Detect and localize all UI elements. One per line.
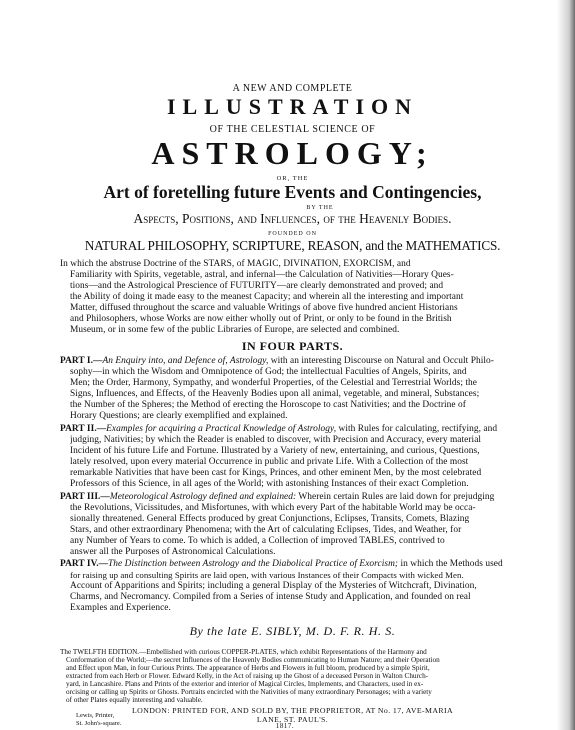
imprint-line-2: LANE, ST. PAUL'S. [256,715,329,724]
part-4-title: The Distinction between Astrology and the Diabolical Practice of Exorcism; [108,559,399,569]
edition-note-line: Conformation of the World;—the secret Influences of the Heavenly Bodies communicating to Human Nature; and their Operation [66,656,440,664]
description-line: Museum, or in some few of the public Libraries of Europe, are selected and combined. [70,325,400,335]
edition-note-line: The TWELFTH EDITION.—Embellished with curious COPPER-PLATES, which exhibit Representations of the Harmony and [60,648,427,656]
part-4-label: PART IV.— [60,559,109,569]
edition-note-line: extracted from each Herb or Flower. Edward Kelly, in the Act of raising up the Ghost of a deceased Person in Walton Church- [66,672,429,680]
part-3-line: Stars, and other extraordinary Phenomena; with the Art of calculating Eclipses, Tides, and Weather, for [70,525,462,535]
part-2-title: Examples for acquiring a Practical Knowledge of Astrology, [106,424,337,434]
part-4-line: Account of Apparitions and Spirits; including a general Display of the Mysteries of Witchcraft, Divination, [70,581,477,591]
part-2-label: PART II.— [60,424,107,434]
description-line: Matter, diffused throughout the scarce and valuable Writings of above five hundred ancient Historians [70,303,458,313]
title-founded-on: FOUNDED ON [268,231,317,237]
four-parts-heading: IN FOUR PARTS. [241,339,344,353]
part-1-title: An Enquiry into, and Defence of, Astrology, [102,356,269,366]
title-illustration: ILLUSTRATION [166,94,419,119]
part-2-line-1 [60,424,548,434]
title-astrology: ASTROLOGY; [151,135,434,171]
part-3-line: sionally threatened. General Effects produced by great Conjunctions, Eclipses, Transits, Comets, Blazing [70,514,470,524]
printer-line-1: Lewis, Printer, [76,712,115,719]
printer-imprint [76,712,114,720]
part-1-line-1 [60,356,548,366]
part-1-line: sophy—in which the Wisdom and Omnipotence of God; the intellectual Faculties of Angels, Spirits, and [70,367,467,377]
edition-note-line: of other Plates equally interesting and valuable. [66,696,203,704]
description-line: tions—and the Astrological Prescience of FUTURITY—are clearly demonstrated and proved; and [70,281,444,291]
part-2-text: with Rules for calculating, rectifying, and [336,424,498,434]
part-1-line: Horary Questions; are clearly exemplified and explained. [70,411,288,421]
page-edge-shadow [557,0,575,730]
edition-note-line: orcising or calling up Spirits or Ghosts. Portraits encircled with the Nativities of many extraordinary Personages; with a variety [66,688,432,696]
part-1-label: PART I.— [60,356,103,366]
description-line: In which the abstruse Doctrine of the STARS, of MAGIC, DIVINATION, EXORCISM, and [60,259,411,269]
part-2-line: Professors of this Science, in all ages of the World; with astonishing Instances of their exact Completion. [70,479,469,489]
part-1-line: Signs, Influences, and Effects, of the Heavenly Bodies upon all animal, vegetable, and mineral, Substances; [70,389,480,399]
title-line-new-and-complete: A NEW AND COMPLETE [232,83,353,94]
part-4-line: Charms, and Necromancy. Compiled from a Series of intense Study and Application, and founded on real [70,592,471,602]
part-4-line: for raising up and consulting Spirits are laid open, with various Instances of their Compacts with wicked Men. [70,570,464,580]
part-3-line: answer all the Purposes of Astronomical Calculations. [70,547,276,557]
imprint-line-1: LONDON: PRINTED FOR, AND SOLD BY, THE PROPRIETOR, AT No. 17, AVE-MARIA [132,706,453,715]
part-2-line: Incident of his future Life and Fortune. Illustrated by a Variety of new, entertaining, and curious, Questions, [70,446,480,456]
title-natural-philosophy: NATURAL PHILOSOPHY, SCRIPTURE, REASON, and the MATHEMATICS. [84,238,501,253]
title-by-the: BY THE [306,205,334,211]
part-1-line: the Number of the Spheres; the Method of erecting the Horoscope to cast Nativities; and the Doctrine of [70,400,466,410]
part-1-line: Men; the Order, Harmony, Sympathy, and wonderful Properties, of the Celestial and Terrestrial Worlds; the [70,378,478,388]
part-4-line: Examples and Experience. [70,603,171,613]
description-line: Familiarity with Spirits, vegetable, astral, and infernal—the Calculation of Nativities—Horary Ques- [70,270,454,280]
part-4-line-1 [60,559,548,569]
description-line: and Philosophers, whose Works are now either wholly out of Print, or only to be found in the British [70,314,452,324]
part-2-line: judging, Nativities; by which the Reader is enabled to discover, with Precision and Accuracy, every material [70,435,482,445]
printer-imprint-2 [76,720,121,728]
part-3-line-1 [60,492,548,502]
publication-year: 1817. [275,722,295,730]
title-aspects-positions: Aspects, Positions, and Influences, of the Heavenly Bodies. [133,211,452,226]
author-line: By the late E. SIBLY, M. D. F. R. H. S. [189,624,396,638]
printer-line-2: St. John's-square. [76,720,122,727]
part-4-text: in which the Methods used [398,559,503,569]
edition-note-line: and Effect upon Man, in four Curious Prints. The appearance of Herbs and Flowers in full bloom, produced by a simple Spirit, [66,664,430,672]
part-2-line: lately resolved, upon every material Occurrence in public and private Life. With a Collection of the most [70,457,469,467]
title-or-the: OR, THE [276,175,309,182]
part-3-line: the Revolutions, Vicissitudes, and Misfortunes, with which every Part of the habitable World may be occa- [70,503,476,513]
part-3-label: PART III.— [60,492,110,502]
title-art-of-foretelling: Art of foretelling future Events and Contingencies, [103,182,482,202]
title-line-celestial-science: OF THE CELESTIAL SCIENCE OF [209,124,376,135]
edition-note-line: yard, in Lancashire. Plans and Prints of the exterior and interior of Magical Circles, Implements, and Characters, used in ex- [66,680,424,688]
part-3-line: any Number of Years to come. To which is added, a Collection of improved TABLES, contrived to [70,536,445,546]
description-line: the Ability of doing it made easy to the meanest Capacity; and wherein all the interesting and important [70,292,464,302]
part-2-line: remarkable Nativities that have been cast for Kings, Princes, and other eminent Men, by the most celebrated [70,468,482,478]
part-3-text: Wherein certain Rules are laid down for prejudging [296,492,495,502]
part-3-title: Meteorological Astrology defined and explained: [109,492,297,502]
part-1-text: with an interesting Discourse on Natural and Occult Philo- [268,356,494,366]
